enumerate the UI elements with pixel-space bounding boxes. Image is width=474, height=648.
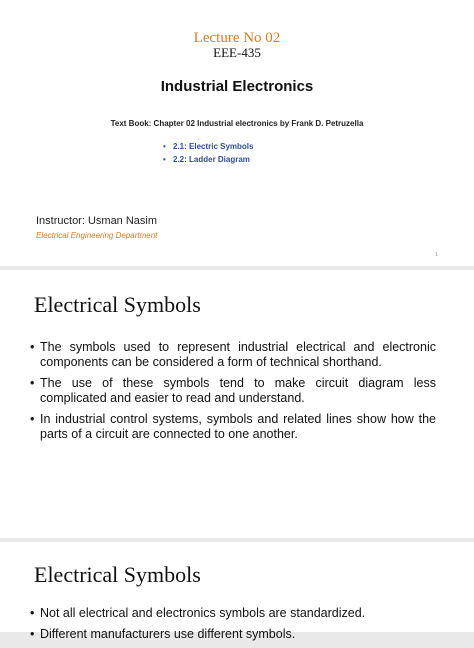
course-title: Industrial Electronics <box>160 78 314 95</box>
bullet-list <box>30 340 436 448</box>
slide-title: Electrical Symbols <box>34 562 201 587</box>
bullet-item: • In industrial control systems, symbols and related lines show how the parts of a circuit are connected to one another. <box>30 412 436 442</box>
bullet-item: • The symbols used to represent industrial electrical and electronic components can be considered a form of technical shorthand. <box>30 340 436 370</box>
slide-title: Electrical Symbols <box>34 292 201 317</box>
instructor-name: Instructor: Usman Nasim <box>36 215 158 227</box>
course-code: EEE-435 <box>213 45 261 60</box>
textbook-reference: Text Book: Chapter 02 Industrial electronics by Frank D. Petruzella <box>110 119 364 128</box>
bullet-item: • The use of these symbols tend to make circuit diagram less complicated and easier to read and understand. <box>30 376 436 406</box>
topic-item: • 2.1: Electric Symbols <box>163 140 253 153</box>
bullet-item: • Different manufacturers use different symbols. <box>30 627 436 642</box>
page-number: 1 <box>435 252 438 258</box>
electrical-symbols-slide <box>0 270 474 538</box>
topic-item: • 2.2: Ladder Diagram <box>163 153 253 166</box>
bullet-item: • Not all electrical and electronics symbols are standardized. <box>30 606 436 621</box>
department-name: Electrical Engineering Department <box>36 231 158 240</box>
title-slide <box>0 0 474 266</box>
bullet-list <box>30 606 436 648</box>
lecture-number: Lecture No 02 <box>193 30 281 46</box>
topic-list <box>163 140 253 166</box>
electrical-symbols-slide-continued <box>0 542 474 641</box>
